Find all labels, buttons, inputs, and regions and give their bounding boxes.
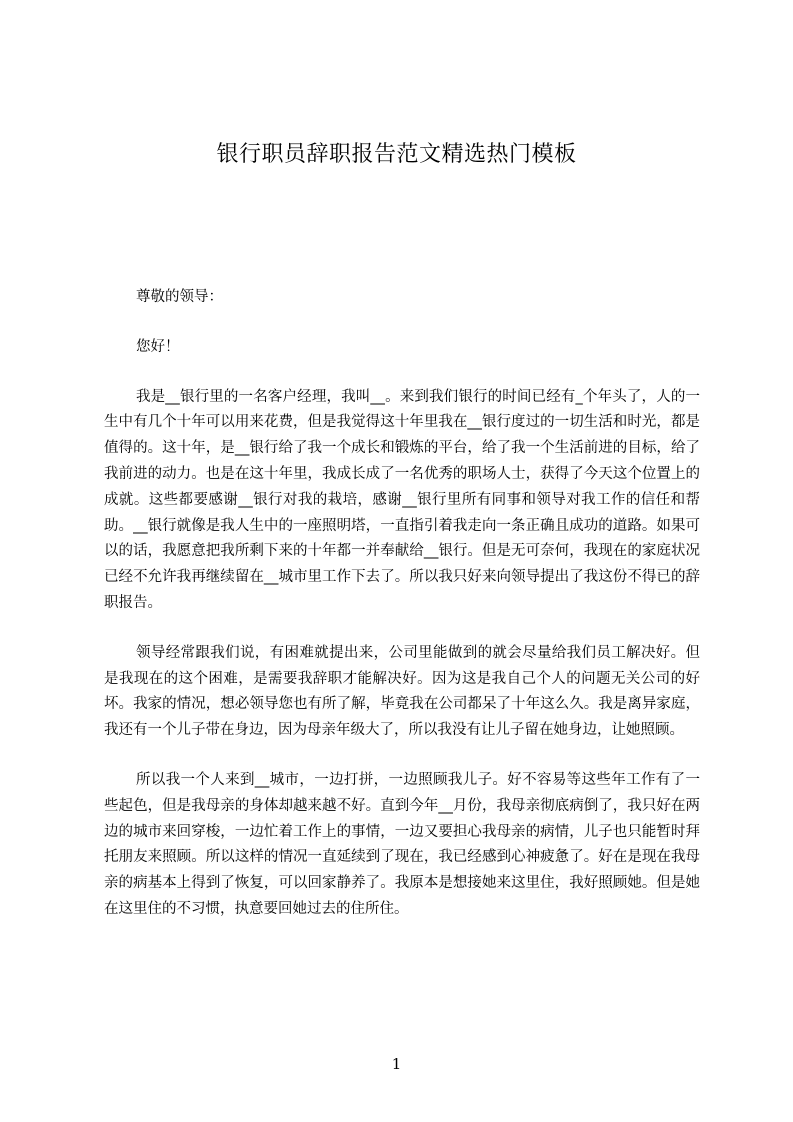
salutation: 尊敬的领导：	[136, 289, 223, 305]
page-number: 1	[391, 1055, 402, 1073]
greeting: 您好！	[136, 338, 180, 355]
body-paragraph-1: 我是__银行里的一名客户经理，我叫__。来到我们银行的时间已经有_个年头了，人的一生中有几个十年可以用来花费，但是我觉得这十年里我在__银行度过的一切生活和时光，都是值得的。这十年，是__银行给了我一个成长和锻炼的平台，给了我一个生活前进的目标，给了我前进的动力。也是在这十年里，我成长成了一名优秀的职场人士，获得了今天这个位置上的成就。这些都要感谢__银行对我的栽培，感谢__银行里所有同事和领导对我工作的信任和帮助。__银行就像是我人生中的一座照明塔，一直指引着我走向一条正确且成功的道路。如果可以的话，我愿意把我所剩下来的十年都一并奉献给__银行。但是无可奈何，我现在的家庭状况已经不允许我再继续留在__城市里工作下去了。所以我只好来向领导提出了我这份不得已的辞职报告。	[104, 388, 700, 611]
document-title: 银行职员辞职报告范文精选热门模板	[216, 142, 577, 167]
body-paragraph-2: 领导经常跟我们说，有困难就提出来，公司里能做到的就会尽量给我们员工解决好。但是我现在的这个困难，是需要我辞职才能解决好。因为这是我自己个人的问题无关公司的好坏。我家的情况，想必领导您也有所了解，毕竟我在公司都呆了十年这么久。我是离异家庭，我还有一个儿子带在身边，因为母亲年级大了，所以我没有让儿子留在她身边，让她照顾。	[104, 644, 700, 739]
document-body	[104, 285, 700, 947]
body-paragraph-3: 所以我一个人来到__城市，一边打拼，一边照顾我儿子。好不容易等这些年工作有了一些起色，但是我母亲的身体却越来越不好。直到今年__月份，我母亲彻底病倒了，我只好在两边的城市来回穿梭，一边忙着工作上的事情，一边又要担心我母亲的病情，儿子也只能暂时拜托朋友来照顾。所以这样的情况一直延续到了现在，我已经感到心神疲惫了。好在是现在我母亲的病基本上得到了恢复，可以回家静养了。我原本是想接她来这里住，我好照顾她。但是她在这里住的不习惯，执意要回她过去的住所住。	[104, 771, 700, 917]
